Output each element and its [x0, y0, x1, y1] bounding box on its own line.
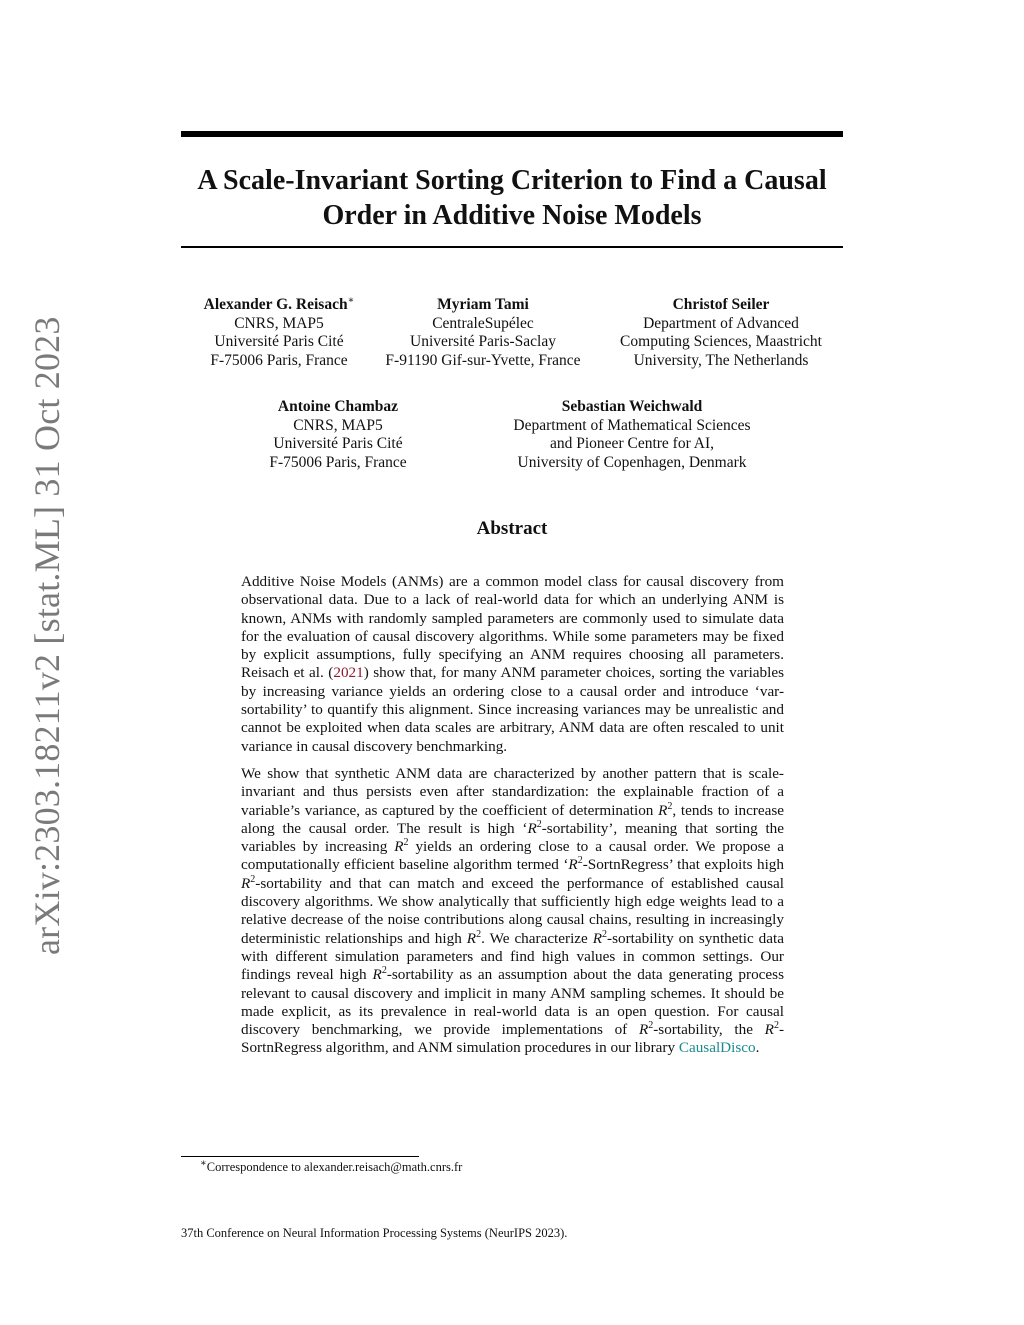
- author-name: Sebastian Weichwald: [561, 398, 703, 415]
- abstract-paragraph-2: We show that synthetic ANM data are characterized by another pattern that is scale-invariant and thus persists even after standardization: the explainable fraction of a variable’s variance, as captured by the coefficient of determination $R^2$, tends to increase along the causal order. The result is high ‘$R^2$-sortability’, meaning that sorting the variables by increasing $R^2$ yields an ordering close to a causal order. We propose a computationally efficient baseline algorithm termed ‘$R^2$-SortnRegress’ that exploits high $R^2$-sortability and that can match and exceed the performance of established causal discovery algorithms. We show analytically that sufficiently high edge weights lead to a relative decrease of the noise contributions along causal chains, resulting in increasingly deterministic relationships and high $R^2$. We characterize $R^2$-sortability on synthetic data with different simulation parameters and find high values in common settings. Our findings reveal high $R^2$-sortability as an assumption about the data generating process relevant to causal discovery and implicit in many ANM sampling schemes. It should be made explicit, as its prevalence in real-world data is an open question. For causal discovery benchmarking, we provide implementations of $R^2$-sortability, the $R^2$-SortnRegress algorithm, and ANM simulation procedures in our library CausalDisco.: [241, 764, 785, 1057]
- author-address: F-75006 Paris, France: [210, 351, 348, 369]
- title-top-rule: [181, 131, 843, 137]
- author-block-weichwald: [497, 398, 767, 472]
- author-affiliation: CNRS, MAP5: [293, 416, 383, 434]
- author-affiliation: Computing Sciences, Maastricht: [620, 333, 822, 350]
- author-affiliation: University, The Netherlands: [633, 351, 809, 369]
- r-squared-symbol: R: [466, 929, 477, 947]
- title-line-1: A Scale-Invariant Sorting Criterion to Find a Causal: [197, 165, 827, 196]
- r-squared-symbol: R: [394, 838, 404, 856]
- author-name: Myriam Tami: [437, 296, 529, 313]
- arxiv-identifier-stamp: arXiv:2303.18211v2 [stat.ML] 31 Oct 2023: [27, 316, 67, 955]
- author-affiliation: Université Paris Cité: [214, 333, 344, 350]
- author-affiliation: Université Paris-Saclay: [410, 333, 556, 350]
- author-address: F-91190 Gif-sur-Yvette, France: [385, 351, 581, 369]
- r-squared-symbol: R: [527, 819, 537, 837]
- title-bottom-rule: [181, 246, 843, 248]
- author-affiliation: and Pioneer Centre for AI,: [550, 435, 714, 452]
- paper-title: [181, 163, 843, 233]
- abstract-body: [241, 573, 784, 1067]
- author-address: F-75006 Paris, France: [269, 453, 407, 471]
- r-squared-symbol: R: [658, 801, 668, 819]
- r-squared-symbol: R: [764, 1021, 774, 1039]
- conference-venue: 37th Conference on Neural Information Processing Systems (NeurIPS 2023).: [181, 1226, 568, 1240]
- r-squared-symbol: R: [638, 1021, 649, 1039]
- author-block-tami: [373, 296, 593, 370]
- author-affiliation: Department of Mathematical Sciences: [513, 416, 751, 434]
- author-affiliation: Department of Advanced: [643, 314, 799, 332]
- abstract-heading: Abstract: [476, 518, 548, 539]
- correspondence-footnote: ∗Correspondence to alexander.reisach@math.cnrs.fr: [200, 1157, 463, 1174]
- author-affiliation: CNRS, MAP5: [234, 314, 324, 332]
- r-squared-symbol: R: [592, 929, 603, 947]
- r-squared-symbol: R: [372, 966, 382, 984]
- citation-link[interactable]: 2021: [333, 664, 364, 682]
- author-name: Christof Seiler: [672, 296, 770, 313]
- author-block-reisach: [179, 296, 379, 370]
- abstract-paragraph-1: Additive Noise Models (ANMs) are a common model class for causal discovery from observational data. Due to a lack of real-world data for which an underlying ANM is known, ANMs with randomly sampled parameters are commonly used to simulate data for the evaluation of causal discovery algorithms. While some parameters may be fixed by explicit assumptions, fully specifying an ANM requires choosing all parameters. Reisach et al. (2021) show that, for many ANM parameter choices, sorting the variables by increasing variance yields an ordering close to a causal order and introduce ‘var-sortability’ to quantify this alignment. Since increasing variances may be unrealistic and cannot be exploited when data scales are arbitrary, ANM data are often rescaled to unit variance in causal discovery benchmarking.: [241, 573, 784, 755]
- author-affiliation: Université Paris Cité: [273, 435, 403, 452]
- author-affiliation: University of Copenhagen, Denmark: [517, 453, 747, 471]
- footnote-marker: ∗: [200, 1157, 207, 1169]
- footnote-rule: [181, 1156, 419, 1157]
- author-block-chambaz: [238, 398, 438, 472]
- r-squared-symbol: R: [568, 856, 578, 874]
- footnote-marker: ∗: [347, 294, 355, 306]
- causaldisco-library-link[interactable]: CausalDisco: [678, 1039, 756, 1057]
- author-name: Alexander G. Reisach∗: [203, 294, 355, 313]
- author-affiliation: CentraleSupélec: [432, 314, 534, 332]
- title-line-2: Order in Additive Noise Models: [322, 200, 702, 231]
- author-name: Antoine Chambaz: [277, 398, 399, 415]
- r-squared-symbol: R: [241, 874, 251, 892]
- author-block-seiler: [608, 296, 834, 370]
